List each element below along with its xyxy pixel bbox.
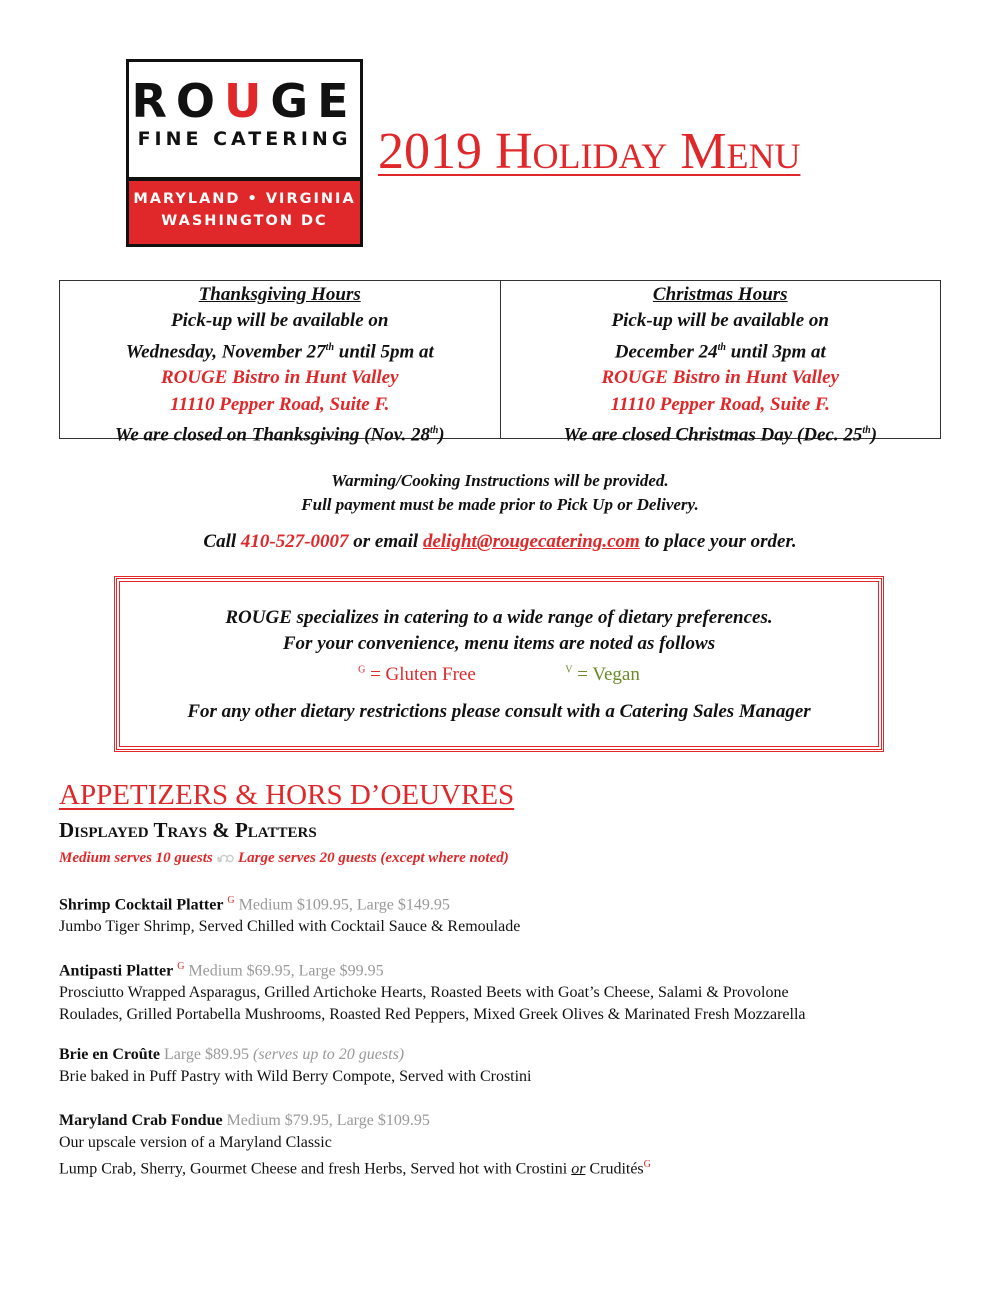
instructions-note: Warming/Cooking Instructions will be provided. Full payment must be made prior to Pick Up or Delivery.	[301, 471, 699, 514]
dietary-text: ROUGE specializes in catering to a wide range of dietary preferences.	[225, 607, 773, 628]
menu-item: Antipasti Platter $^G$ Medium $69.95, Large $99.95 Prosciutto Wrapped Asparagus, Grilled Artichoke Hearts, Roasted Beets with Goat’s Cheese, Salami & Provolone Roulades, Grilled Portabella Mushrooms, Roasted Red Peppers, Mixed Greek Olives & Marinated Fresh Mozzarella	[59, 961, 806, 1024]
hours-text: Pick-up will be available on	[171, 310, 389, 332]
hours-text: December 24th until 3pm at	[614, 340, 826, 362]
location-address: 11110 Pepper Road, Suite F.	[170, 393, 390, 415]
section-subtitle: Displayed Trays & Platters	[59, 818, 317, 842]
thanksgiving-hours	[60, 281, 500, 446]
dietary-text: For any other dietary restrictions please consult with a Catering Sales Manager	[187, 701, 811, 723]
hours-heading: Christmas Hours	[652, 284, 788, 305]
hours-text: Pick-up will be available on	[611, 310, 829, 332]
menu-item: Shrimp Cocktail Platter $^G$ Medium $109.95, Large $149.95 Jumbo Tiger Shrimp, Served Chilled with Cocktail Sauce & Remoulade	[59, 895, 521, 936]
email-link[interactable]: delight@rougecatering.com	[422, 531, 640, 552]
christmas-hours	[500, 281, 941, 446]
dietary-box	[114, 576, 884, 752]
location-name: ROUGE Bistro in Hunt Valley	[160, 367, 399, 389]
closed-note: We are closed on Thanksgiving (Nov. 28th)	[114, 424, 445, 446]
location-address: 11110 Pepper Road, Suite F.	[610, 393, 830, 415]
menu-item: Maryland Crab Fondue Medium $79.95, Large $109.95 Our upscale version of a Maryland Classic Lump Crab, Sherry, Gourmet Cheese and fresh Herbs, Served hot with Crostini or Crudités$^G$	[59, 1112, 651, 1178]
location-name: ROUGE Bistro in Hunt Valley	[601, 367, 840, 389]
menu-item: Brie en Croûte Large $89.95 (serves up to 20 guests) Brie baked in Puff Pastry with Wild Berry Compote, Served with Crostini	[59, 1046, 532, 1085]
dietary-text: For your convenience, menu items are noted as follows	[282, 633, 716, 654]
logo-text: RO	[131, 74, 224, 128]
phone-link[interactable]: 410-527-0007	[240, 531, 349, 552]
closed-note: We are closed Christmas Day (Dec. 25th)	[563, 424, 878, 446]
hours-table	[59, 280, 941, 446]
page-title: 2019 Holiday Menu	[378, 123, 801, 180]
rouge-logo	[126, 59, 363, 247]
dietary-legend: $^G$ = Gluten Free $^V$ = Vegan	[358, 664, 640, 686]
logo-text: U	[223, 74, 271, 128]
section-title: APPETIZERS & HORS D’OEUVRES	[59, 779, 515, 811]
order-contact: Call 410-527-0007 or email delight@rougecatering.com to place your order.	[203, 531, 797, 552]
logo-text: GE	[270, 74, 358, 128]
swirl-icon: ꩲ	[216, 850, 235, 866]
hours-text: Wednesday, November 27th until 5pm at	[125, 340, 434, 362]
hours-heading: Thanksgiving Hours	[198, 284, 361, 305]
logo-subtext: FINE CATERING	[137, 128, 352, 150]
logo-regions: WASHINGTON DC	[161, 213, 328, 229]
logo-regions: MARYLAND • VIRGINIA	[133, 191, 356, 207]
serving-sizes: Medium serves 10 guests ꩲ Large serves 20 guests (except where noted)	[59, 850, 509, 866]
